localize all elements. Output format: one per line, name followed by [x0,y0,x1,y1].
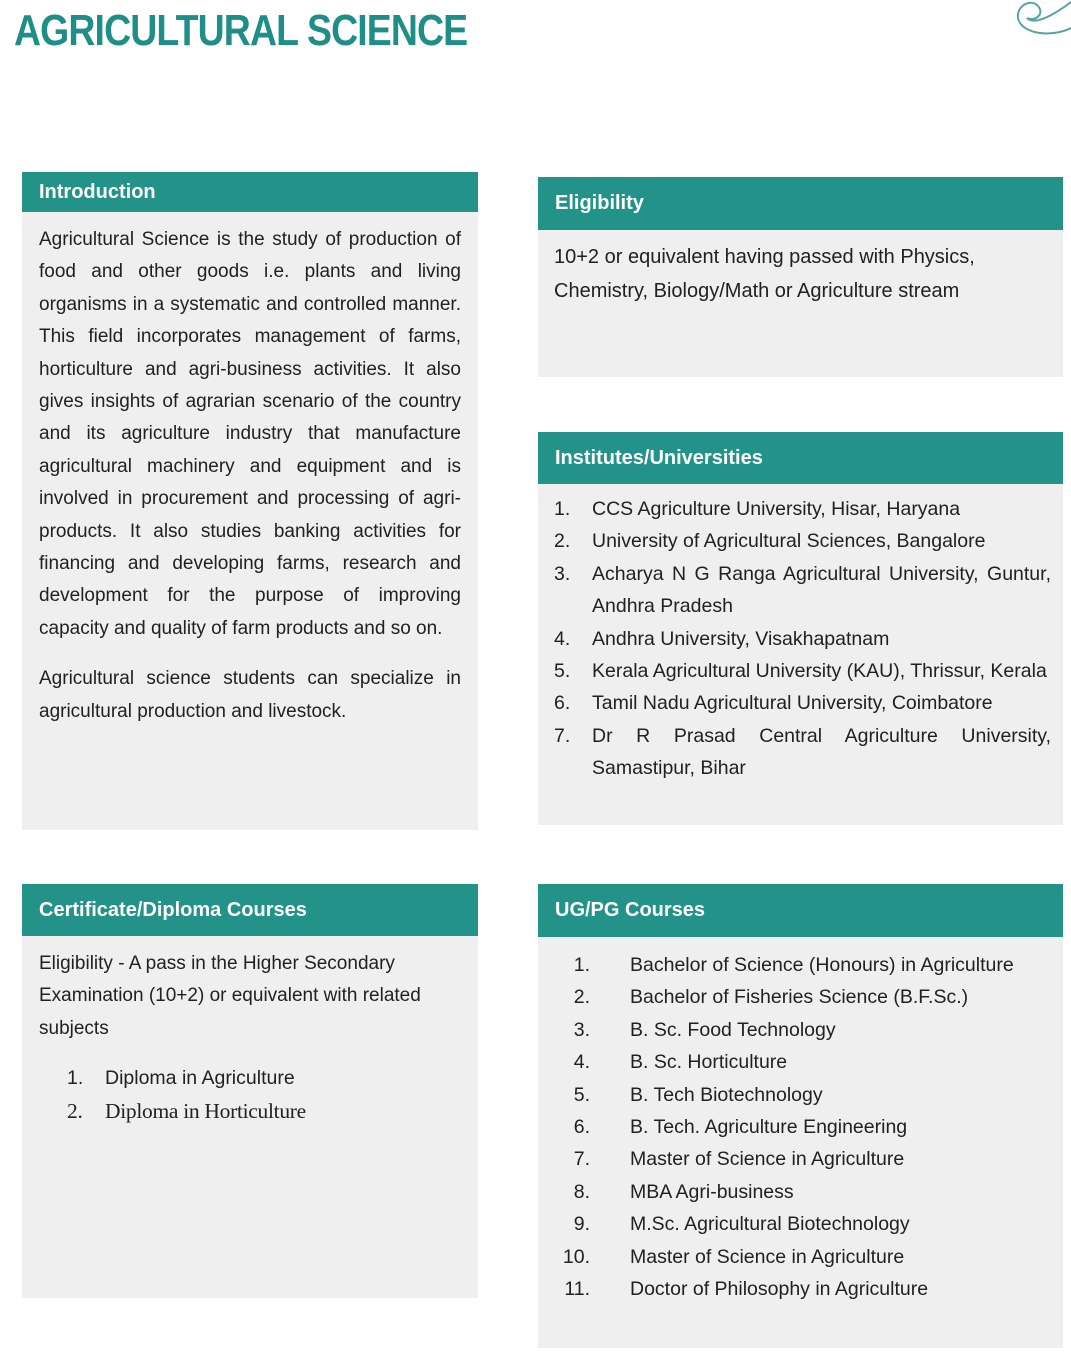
list-item: University of Agricultural Sciences, Bangalore [592,530,986,553]
section-institutes-universities [538,432,1063,825]
certificate-header [22,884,478,936]
list-item: Tamil Nadu Agricultural University, Coimbatore [592,692,993,715]
introduction-header-label: Introduction [39,180,156,203]
certificate-body [22,936,478,1298]
section-eligibility [538,177,1063,377]
eligibility-header-label: Eligibility [555,192,644,214]
list-item: Bachelor of Fisheries Science (B.F.Sc.) [630,986,969,1009]
institutes-list [554,493,1051,785]
list-item: Diploma in Agriculture [105,1067,295,1090]
institutes-header [538,432,1063,484]
corner-flourish-icon [1005,0,1071,44]
introduction-body [22,212,478,830]
list-item: Master of Science in Agriculture [630,1245,905,1268]
institutes-header-label: Institutes/Universities [555,446,763,469]
ugpg-body [538,937,1063,1348]
section-introduction [22,172,478,830]
list-item: Kerala Agricultural University (KAU), Thrissur, Kerala [592,660,1047,683]
list-item: B. Tech. Agriculture Engineering [630,1116,908,1139]
certificate-eligibility-text: Eligibility - A pass in the Higher Secondary Examination (10+2) or equivalent with related subjects [39,953,421,1039]
list-item: Diploma in Horticulture [105,1098,306,1123]
section-certificate-diploma-courses [22,884,478,1298]
eligibility-body [538,230,1063,377]
ugpg-header [538,884,1063,937]
list-item: Master of Science in Agriculture [630,1148,905,1171]
introduction-paragraph-1: Agricultural Science is the study of production of food and other goods i.e. plants and living organisms in a systematic and controlled manner. This field incorporates management of farms, horticulture and agri-business activities. It also gives insights of agrarian scenario of the country and its agriculture industry that manufacture agricultural machinery and equipment and is involved in procurement and processing of agri-products. It also studies banking activities for financing and developing farms, research and development for the purpose of improving capacity and quality of farm products and so on. [39,229,461,639]
list-item: B. Sc. Food Technology [630,1018,836,1041]
ugpg-header-label: UG/PG Courses [555,899,706,921]
list-item: CCS Agriculture University, Hisar, Haryana [592,498,961,520]
eligibility-header [538,177,1063,230]
list-item: M.Sc. Agricultural Biotechnology [630,1213,910,1236]
list-item: Andhra University, Visakhapatnam [592,627,890,650]
list-item: Bachelor of Science (Honours) in Agriculture [630,954,1014,976]
list-item: B. Sc. Horticulture [630,1051,788,1074]
ugpg-list [554,949,1051,1305]
introduction-paragraph-2: Agricultural science students can specialize in agricultural production and livestock. [39,668,461,722]
list-item: Acharya N G Ranga Agricultural University, Guntur, Andhra Pradesh [592,562,1051,618]
certificate-list [67,1062,461,1127]
list-item: MBA Agri-business [630,1180,794,1203]
page-title: AGRICULTURAL SCIENCE [14,6,468,55]
section-ugpg-courses [538,884,1063,1348]
list-item: Doctor of Philosophy in Agriculture [630,1278,929,1301]
list-item: Dr R Prasad Central Agriculture University, Samastipur, Bihar [592,724,1051,780]
certificate-header-label: Certificate/Diploma Courses [39,898,307,921]
institutes-body [538,484,1063,825]
introduction-header [22,172,478,212]
eligibility-text: 10+2 or equivalent having passed with Physics, Chemistry, Biology/Math or Agriculture stream [554,246,975,302]
list-item: B. Tech Biotechnology [630,1083,823,1106]
